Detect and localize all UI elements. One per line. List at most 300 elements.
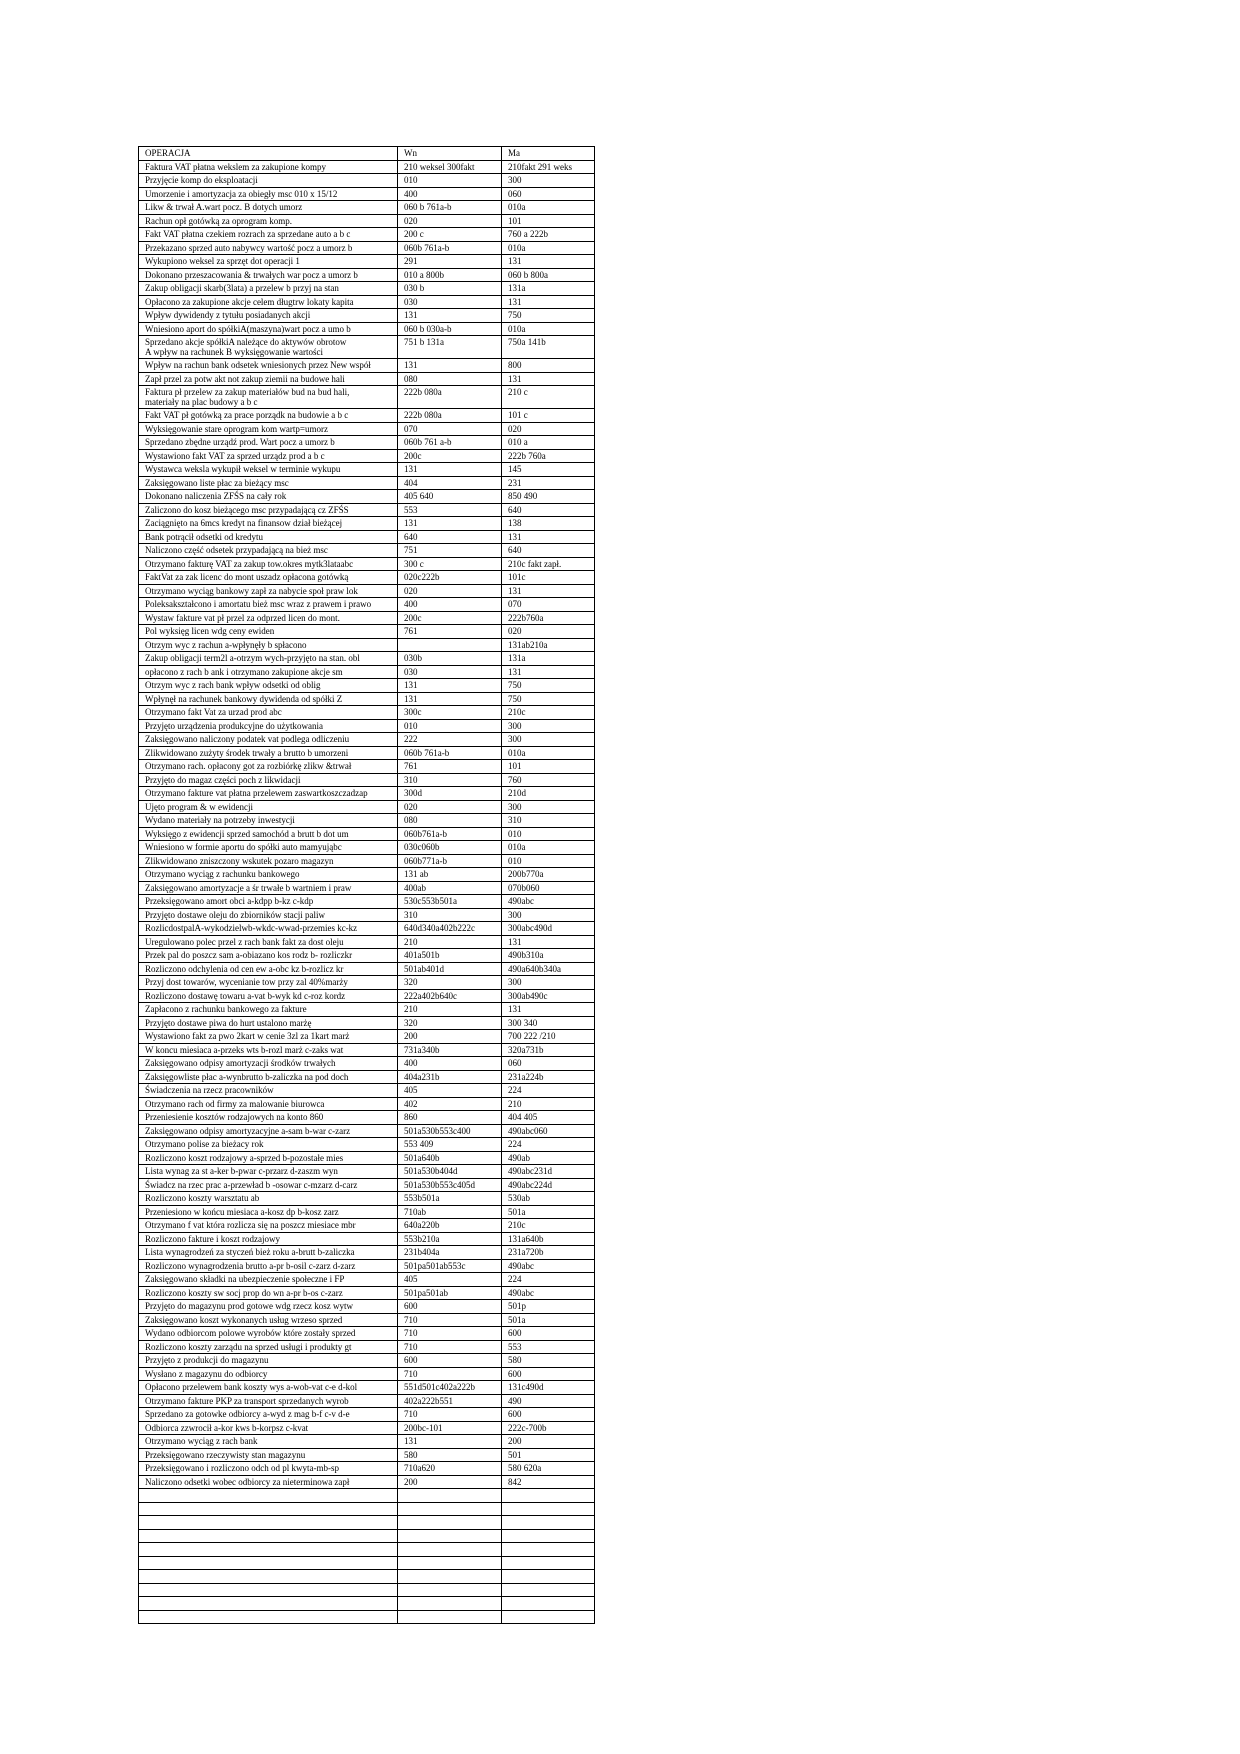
empty-cell	[502, 1516, 595, 1530]
table-row	[139, 1421, 595, 1435]
wn-cell: 131	[398, 692, 502, 706]
operation-cell: Odbiorca zzwrocił a-kor kws b-korpsz c-kvat	[139, 1421, 398, 1435]
wn-cell: 030	[398, 665, 502, 679]
wn-cell: 400	[398, 1057, 502, 1071]
ma-cell: 300	[502, 800, 595, 814]
operation-cell: Poleksakształcono i amortatu bież msc wraz z prawem i prawo	[139, 598, 398, 612]
wn-cell: 020	[398, 214, 502, 228]
table-row	[139, 1286, 595, 1300]
wn-cell: 600	[398, 1354, 502, 1368]
table-row	[139, 935, 595, 949]
operation-cell: Lista wynag za st a-ker b-pwar c-przarz d-zaszm wyn	[139, 1165, 398, 1179]
ma-cell: 640	[502, 544, 595, 558]
wn-cell: 320	[398, 1016, 502, 1030]
wn-cell: 402	[398, 1097, 502, 1111]
table-row	[139, 1300, 595, 1314]
wn-cell: 131	[398, 1435, 502, 1449]
table-row	[139, 841, 595, 855]
wn-cell: 751 b 131a	[398, 336, 502, 359]
operation-cell: Otrzymano fakture PKP za transport sprzedanych wyrob	[139, 1394, 398, 1408]
table-row	[139, 814, 595, 828]
operation-cell: Wystaw fakture vat pł przel za odprzed licen do mont.	[139, 611, 398, 625]
table-row	[139, 598, 595, 612]
table-row	[139, 476, 595, 490]
ma-cell: 490b310a	[502, 949, 595, 963]
ma-cell: 200	[502, 1435, 595, 1449]
operation-cell: Sprzedano za gotowke odbiorcy a-wyd z mag b-f c-v d-e	[139, 1408, 398, 1422]
empty-cell	[398, 1529, 502, 1543]
ma-cell: 020	[502, 625, 595, 639]
operation-cell: Fakt VAT pł gotówką za prace porządk na budowie a b c	[139, 409, 398, 423]
operation-cell: Wydano odbiorcom polowe wyrobów które zostały sprzed	[139, 1327, 398, 1341]
wn-cell: 761	[398, 625, 502, 639]
operation-cell: Wyksięgo z ewidencji sprzed samochód a brutt b dot um	[139, 827, 398, 841]
empty-row	[139, 1556, 595, 1570]
wn-cell: 300d	[398, 787, 502, 801]
table-row	[139, 1313, 595, 1327]
empty-cell	[398, 1543, 502, 1557]
wn-cell: 501a640b	[398, 1151, 502, 1165]
ma-cell: 490abc	[502, 895, 595, 909]
ma-cell: 131c490d	[502, 1381, 595, 1395]
operation-cell: Bank potrącił odsetki od kredytu	[139, 530, 398, 544]
table-row	[139, 1084, 595, 1098]
wn-cell: 291	[398, 255, 502, 269]
wn-cell: 010	[398, 719, 502, 733]
operation-cell: Wykupiono weksel za sprzęt dot operacji 1	[139, 255, 398, 269]
operation-cell: Otrzym wyc z rach bank wpływ odsetki od oblig	[139, 679, 398, 693]
table-row	[139, 449, 595, 463]
operation-cell: Zaksięgowano koszt wykonanych usług wrzeso sprzed	[139, 1313, 398, 1327]
table-row	[139, 949, 595, 963]
operation-cell: Zaksięgowano odpisy amortyzacyjne a-sam b-war c-zarz	[139, 1124, 398, 1138]
wn-cell: 030	[398, 295, 502, 309]
ma-cell: 600	[502, 1327, 595, 1341]
table-row	[139, 282, 595, 296]
ma-cell: 101 c	[502, 409, 595, 423]
ma-cell: 490a640b340a	[502, 962, 595, 976]
wn-cell: 553b210a	[398, 1232, 502, 1246]
ma-cell: 131	[502, 665, 595, 679]
table-row	[139, 1475, 595, 1489]
operation-cell: Rozliczono odchylenia od cen ew a-obc kz b-rozlicz kr	[139, 962, 398, 976]
table-row	[139, 1381, 595, 1395]
ma-cell: 101	[502, 760, 595, 774]
empty-cell	[139, 1543, 398, 1557]
operation-cell: Przyj dost towarów, wycenianie tow przy zal 40%marży	[139, 976, 398, 990]
operation-cell: Ujęto program & w ewidencji	[139, 800, 398, 814]
ma-cell: 060	[502, 187, 595, 201]
empty-cell	[398, 1556, 502, 1570]
ma-cell: 490abc060	[502, 1124, 595, 1138]
table-row	[139, 228, 595, 242]
operation-cell: Wysłano z magazynu do odbiorcy	[139, 1367, 398, 1381]
empty-cell	[139, 1489, 398, 1503]
operation-cell: Dokonano naliczenia ZFŚS na cały rok	[139, 490, 398, 504]
wn-cell: 020c222b	[398, 571, 502, 585]
ma-cell: 750	[502, 692, 595, 706]
table-row	[139, 160, 595, 174]
wn-cell: 060 b 761a-b	[398, 201, 502, 215]
table-row	[139, 1043, 595, 1057]
wn-cell: 210	[398, 1003, 502, 1017]
ma-cell: 131a640b	[502, 1232, 595, 1246]
empty-cell	[502, 1583, 595, 1597]
operation-cell: Przyjęto z produkcji do magazynu	[139, 1354, 398, 1368]
table-row	[139, 503, 595, 517]
wn-cell: 222	[398, 733, 502, 747]
operation-cell: Sprzedano akcje spółkiA należące do aktywów obrotow A wpływ na rachunek B wyksięgowanie wartości	[139, 336, 398, 359]
table-row	[139, 214, 595, 228]
operation-cell: W koncu miesiaca a-przeks wts b-rozl marż c-zaks wat	[139, 1043, 398, 1057]
wn-cell: 320	[398, 976, 502, 990]
table-row	[139, 679, 595, 693]
ma-cell: 750	[502, 309, 595, 323]
operation-cell: Zlikwidowano zniszczony wskutek pozaro magazyn	[139, 854, 398, 868]
operation-cell: Otrzymano fakture vat płatna przelewem zaswartkoszczadzap	[139, 787, 398, 801]
table-row	[139, 1111, 595, 1125]
operation-cell: Naliczono odsetki wobec odbiorcy za nieterminowa zapł	[139, 1475, 398, 1489]
ma-cell: 760 a 222b	[502, 228, 595, 242]
empty-cell	[502, 1610, 595, 1624]
operation-cell: Likw & trwał A.wart pocz. B dotych umorz	[139, 201, 398, 215]
table-row	[139, 1097, 595, 1111]
operation-cell: Zlikwidowano zużyty środek trwały a brutto b umorzeni	[139, 746, 398, 760]
table-row	[139, 868, 595, 882]
wn-cell: 222a402b640c	[398, 989, 502, 1003]
operation-cell: Przyjęcie komp do eksploatacji	[139, 174, 398, 188]
operation-cell: Pol wyksięg licen wdg ceny ewiden	[139, 625, 398, 639]
operation-cell: Opłacono przelewem bank koszty wys a-wob-vat c-e d-kol	[139, 1381, 398, 1395]
wn-cell: 131	[398, 679, 502, 693]
ma-cell: 101	[502, 214, 595, 228]
operation-cell: Zaksięgowano liste płac za bieżący msc	[139, 476, 398, 490]
table-row	[139, 962, 595, 976]
ma-cell: 750	[502, 679, 595, 693]
ma-cell: 231a720b	[502, 1246, 595, 1260]
empty-cell	[502, 1570, 595, 1584]
table-row	[139, 571, 595, 585]
operation-cell: Zaksięgowliste płac a-wynbrutto b-zaliczka na pod doch	[139, 1070, 398, 1084]
ma-cell: 231a224b	[502, 1070, 595, 1084]
table-row	[139, 760, 595, 774]
wn-cell: 402a222b551	[398, 1394, 502, 1408]
ma-cell: 101c	[502, 571, 595, 585]
operation-cell: Faktura pł przelew za zakup materiałów bud na bud hali, materiały na plac budowy a b c	[139, 386, 398, 409]
ma-cell: 131a	[502, 282, 595, 296]
operation-cell: Rozliczono koszty warsztatu ab	[139, 1192, 398, 1206]
wn-cell: 200 c	[398, 228, 502, 242]
operation-cell: Wniesiono aport do spółkiA(maszyna)wart pocz a umo b	[139, 322, 398, 336]
empty-cell	[139, 1610, 398, 1624]
ma-cell: 210c	[502, 706, 595, 720]
ma-cell: 010a	[502, 841, 595, 855]
ma-cell: 224	[502, 1084, 595, 1098]
wn-cell: 710	[398, 1367, 502, 1381]
table-row	[139, 268, 595, 282]
ma-cell: 580 620a	[502, 1462, 595, 1476]
table-row	[139, 1192, 595, 1206]
ma-cell: 222b 760a	[502, 449, 595, 463]
ma-cell: 010a	[502, 201, 595, 215]
ma-cell: 300	[502, 976, 595, 990]
operation-cell: Fakt VAT płatna czekiem rozrach za sprzedane auto a b c	[139, 228, 398, 242]
operation-cell: Przyjęto urządzenia produkcyjne do użytkowania	[139, 719, 398, 733]
operation-cell: Przeniesiono w końcu miesiaca a-kosz dp b-kosz zarz	[139, 1205, 398, 1219]
operation-cell: Otrzymano rach. opłacony got za rozbiórkę zlikw &trwał	[139, 760, 398, 774]
table-row	[139, 692, 595, 706]
table-row	[139, 787, 595, 801]
wn-cell: 405	[398, 1084, 502, 1098]
header-wn: Wn	[398, 147, 502, 161]
ma-cell: 300 340	[502, 1016, 595, 1030]
operation-cell: Rozliczono wynagrodzenia brutto a-pr b-osil c-zarz d-zarz	[139, 1259, 398, 1273]
wn-cell: 131	[398, 517, 502, 531]
operation-cell: Otrzymano polise za bieżacy rok	[139, 1138, 398, 1152]
operation-cell: Umorzenie i amortyzacja za obiegły msc 010 x 15/12	[139, 187, 398, 201]
operation-cell: Rozliczono koszty sw socj prop do wn a-pr b-os c-zarz	[139, 1286, 398, 1300]
ma-cell: 131	[502, 372, 595, 386]
wn-cell: 030b	[398, 652, 502, 666]
operation-cell: Otrzymano f vat która rozlicza się na poszcz miesiace mbr	[139, 1219, 398, 1233]
table-row	[139, 976, 595, 990]
table-row	[139, 638, 595, 652]
wn-cell: 020	[398, 800, 502, 814]
table-row	[139, 201, 595, 215]
empty-row	[139, 1570, 595, 1584]
table-row	[139, 490, 595, 504]
ma-cell: 300	[502, 733, 595, 747]
table-row	[139, 322, 595, 336]
operation-cell: Rozliczono dostawę towaru a-vat b-wyk kd c-roz kordz	[139, 989, 398, 1003]
empty-cell	[398, 1610, 502, 1624]
wn-cell: 080	[398, 814, 502, 828]
wn-cell: 501ab401d	[398, 962, 502, 976]
empty-cell	[398, 1489, 502, 1503]
ma-cell: 300abc490d	[502, 922, 595, 936]
wn-cell: 200	[398, 1475, 502, 1489]
operation-cell: Zaciągnięto na 6mcs kredyt na finansow dział bieżącej	[139, 517, 398, 531]
empty-cell	[139, 1583, 398, 1597]
table-row	[139, 1165, 595, 1179]
table-row	[139, 1124, 595, 1138]
wn-cell: 501a530b404d	[398, 1165, 502, 1179]
wn-cell: 710	[398, 1313, 502, 1327]
table-row	[139, 295, 595, 309]
ma-cell: 010a	[502, 322, 595, 336]
wn-cell: 131 ab	[398, 868, 502, 882]
operation-cell: Rozliczono koszt rodzajowy a-sprzed b-pozostałe mies	[139, 1151, 398, 1165]
table-row	[139, 386, 595, 409]
operation-cell: Wniesiono w formie aportu do spółki auto mamyująbc	[139, 841, 398, 855]
wn-cell: 401a501b	[398, 949, 502, 963]
operation-cell: opłacono z rach b ank i otrzymano zakupione akcje sm	[139, 665, 398, 679]
wn-cell: 131	[398, 463, 502, 477]
table-row	[139, 1354, 595, 1368]
wn-cell: 030 b	[398, 282, 502, 296]
table-row	[139, 746, 595, 760]
table-row	[139, 359, 595, 373]
wn-cell: 860	[398, 1111, 502, 1125]
operation-cell: Otrzymano fakturę VAT za zakup tow.okres mytk3lataabc	[139, 557, 398, 571]
operation-cell: Zaliczono do kosz bieżącego msc przypadającą cz ZFŚS	[139, 503, 398, 517]
ma-cell: 530ab	[502, 1192, 595, 1206]
operation-cell: RozlicdostpalA-wykodzielwb-wkdc-wwad-przemies kc-kz	[139, 922, 398, 936]
ma-cell: 490abc224d	[502, 1178, 595, 1192]
wn-cell	[398, 638, 502, 652]
ma-cell: 210fakt 291 weks	[502, 160, 595, 174]
wn-cell: 210	[398, 935, 502, 949]
operation-cell: Wpływ na rachun bank odsetek wniesionych przez New współ	[139, 359, 398, 373]
empty-cell	[502, 1489, 595, 1503]
ma-cell: 501	[502, 1448, 595, 1462]
operation-cell: Zakup obligacji term2l a-otrzym wych-przyjęto na stan. obl	[139, 652, 398, 666]
ma-cell: 222c-700b	[502, 1421, 595, 1435]
empty-cell	[139, 1502, 398, 1516]
table-row	[139, 800, 595, 814]
wn-cell: 210 weksel 300fakt	[398, 160, 502, 174]
table-row	[139, 1219, 595, 1233]
empty-row	[139, 1583, 595, 1597]
table-row	[139, 1205, 595, 1219]
ma-cell: 842	[502, 1475, 595, 1489]
wn-cell: 553b501a	[398, 1192, 502, 1206]
ma-cell: 131a	[502, 652, 595, 666]
ma-cell: 490abc	[502, 1286, 595, 1300]
ma-cell: 501a	[502, 1313, 595, 1327]
table-row	[139, 187, 595, 201]
ma-cell: 490abc	[502, 1259, 595, 1273]
ma-cell: 750a 141b	[502, 336, 595, 359]
ma-cell: 490	[502, 1394, 595, 1408]
wn-cell: 640	[398, 530, 502, 544]
ma-cell: 224	[502, 1138, 595, 1152]
empty-cell	[139, 1570, 398, 1584]
operation-cell: Zapłacono z rachunku bankowego za fakture	[139, 1003, 398, 1017]
wn-cell: 310	[398, 773, 502, 787]
wn-cell: 501a530b553c400	[398, 1124, 502, 1138]
ma-cell: 850 490	[502, 490, 595, 504]
ma-cell: 131	[502, 255, 595, 269]
wn-cell: 060b 761a-b	[398, 746, 502, 760]
wn-cell: 300 c	[398, 557, 502, 571]
operation-cell: Przyjęto do magazynu prod gotowe wdg rzecz kosz wytw	[139, 1300, 398, 1314]
table-row	[139, 1057, 595, 1071]
operation-cell: Rozliczono koszty zarządu na sprzed usługi i produkty gt	[139, 1340, 398, 1354]
wn-cell: 761	[398, 760, 502, 774]
operation-cell: Wpłynęł na rachunek bankowy dywidenda od spółki Z	[139, 692, 398, 706]
wn-cell: 731a340b	[398, 1043, 502, 1057]
table-row	[139, 463, 595, 477]
table-row	[139, 733, 595, 747]
wn-cell: 710	[398, 1340, 502, 1354]
table-row	[139, 665, 595, 679]
ma-cell: 300	[502, 908, 595, 922]
empty-row	[139, 1597, 595, 1611]
table-row	[139, 1340, 595, 1354]
table-row	[139, 1030, 595, 1044]
table-row	[139, 827, 595, 841]
operation-cell: Zapł przel za potw akt not zakup ziemii na budowe hali	[139, 372, 398, 386]
ma-cell: 020	[502, 422, 595, 436]
ma-cell: 320a731b	[502, 1043, 595, 1057]
wn-cell: 131	[398, 359, 502, 373]
table-row	[139, 1435, 595, 1449]
empty-cell	[502, 1556, 595, 1570]
wn-cell: 200	[398, 1030, 502, 1044]
wn-cell: 222b 080a	[398, 409, 502, 423]
table-row	[139, 719, 595, 733]
table-row	[139, 1138, 595, 1152]
wn-cell: 231b404a	[398, 1246, 502, 1260]
empty-cell	[398, 1516, 502, 1530]
table-row	[139, 255, 595, 269]
empty-row	[139, 1489, 595, 1503]
wn-cell: 751	[398, 544, 502, 558]
wn-cell: 530c553b501a	[398, 895, 502, 909]
ma-cell: 010a	[502, 746, 595, 760]
ma-cell: 200b770a	[502, 868, 595, 882]
operation-cell: Rachun opł gotówką za oprogram komp.	[139, 214, 398, 228]
table-row	[139, 557, 595, 571]
wn-cell: 710a620	[398, 1462, 502, 1476]
ma-cell: 145	[502, 463, 595, 477]
operation-cell: Przyjęto do magaz części poch z likwidacji	[139, 773, 398, 787]
ma-cell: 800	[502, 359, 595, 373]
empty-cell	[139, 1516, 398, 1530]
table-row	[139, 1246, 595, 1260]
empty-cell	[398, 1570, 502, 1584]
empty-row	[139, 1543, 595, 1557]
wn-cell: 200c	[398, 449, 502, 463]
empty-cell	[398, 1597, 502, 1611]
table-row	[139, 436, 595, 450]
operation-cell: Otrzymano wyciąg z rachunku bankowego	[139, 868, 398, 882]
wn-cell: 501pa501ab	[398, 1286, 502, 1300]
empty-row	[139, 1516, 595, 1530]
table-row	[139, 895, 595, 909]
table-row	[139, 1003, 595, 1017]
ma-cell: 760	[502, 773, 595, 787]
ma-cell: 010 a	[502, 436, 595, 450]
wn-cell: 710	[398, 1327, 502, 1341]
operation-cell: Przeksięgowano amort obci a-kdpp b-kz c-kdp	[139, 895, 398, 909]
wn-cell: 710ab	[398, 1205, 502, 1219]
table-row	[139, 1367, 595, 1381]
ma-cell: 131	[502, 530, 595, 544]
ma-cell: 700 222 /210	[502, 1030, 595, 1044]
operation-cell: Otrzymano rach od firmy za malowanie biurowca	[139, 1097, 398, 1111]
empty-cell	[502, 1529, 595, 1543]
wn-cell: 553	[398, 503, 502, 517]
header-operacja: OPERACJA	[139, 147, 398, 161]
table-row	[139, 1070, 595, 1084]
table-row	[139, 422, 595, 436]
ma-cell: 640	[502, 503, 595, 517]
operation-cell: Zakup obligacji skarb(3lata) a przelew b przyj na stan	[139, 282, 398, 296]
table-row	[139, 409, 595, 423]
table-row	[139, 309, 595, 323]
table-row	[139, 517, 595, 531]
ma-cell: 231	[502, 476, 595, 490]
ma-cell: 501a	[502, 1205, 595, 1219]
operation-cell: Przekazano sprzed auto nabywcy wartość pocz a umorz b	[139, 241, 398, 255]
operations-table	[138, 146, 595, 1624]
wn-cell: 200bc-101	[398, 1421, 502, 1435]
table-row	[139, 1151, 595, 1165]
ma-cell: 210c	[502, 1219, 595, 1233]
table-row	[139, 174, 595, 188]
